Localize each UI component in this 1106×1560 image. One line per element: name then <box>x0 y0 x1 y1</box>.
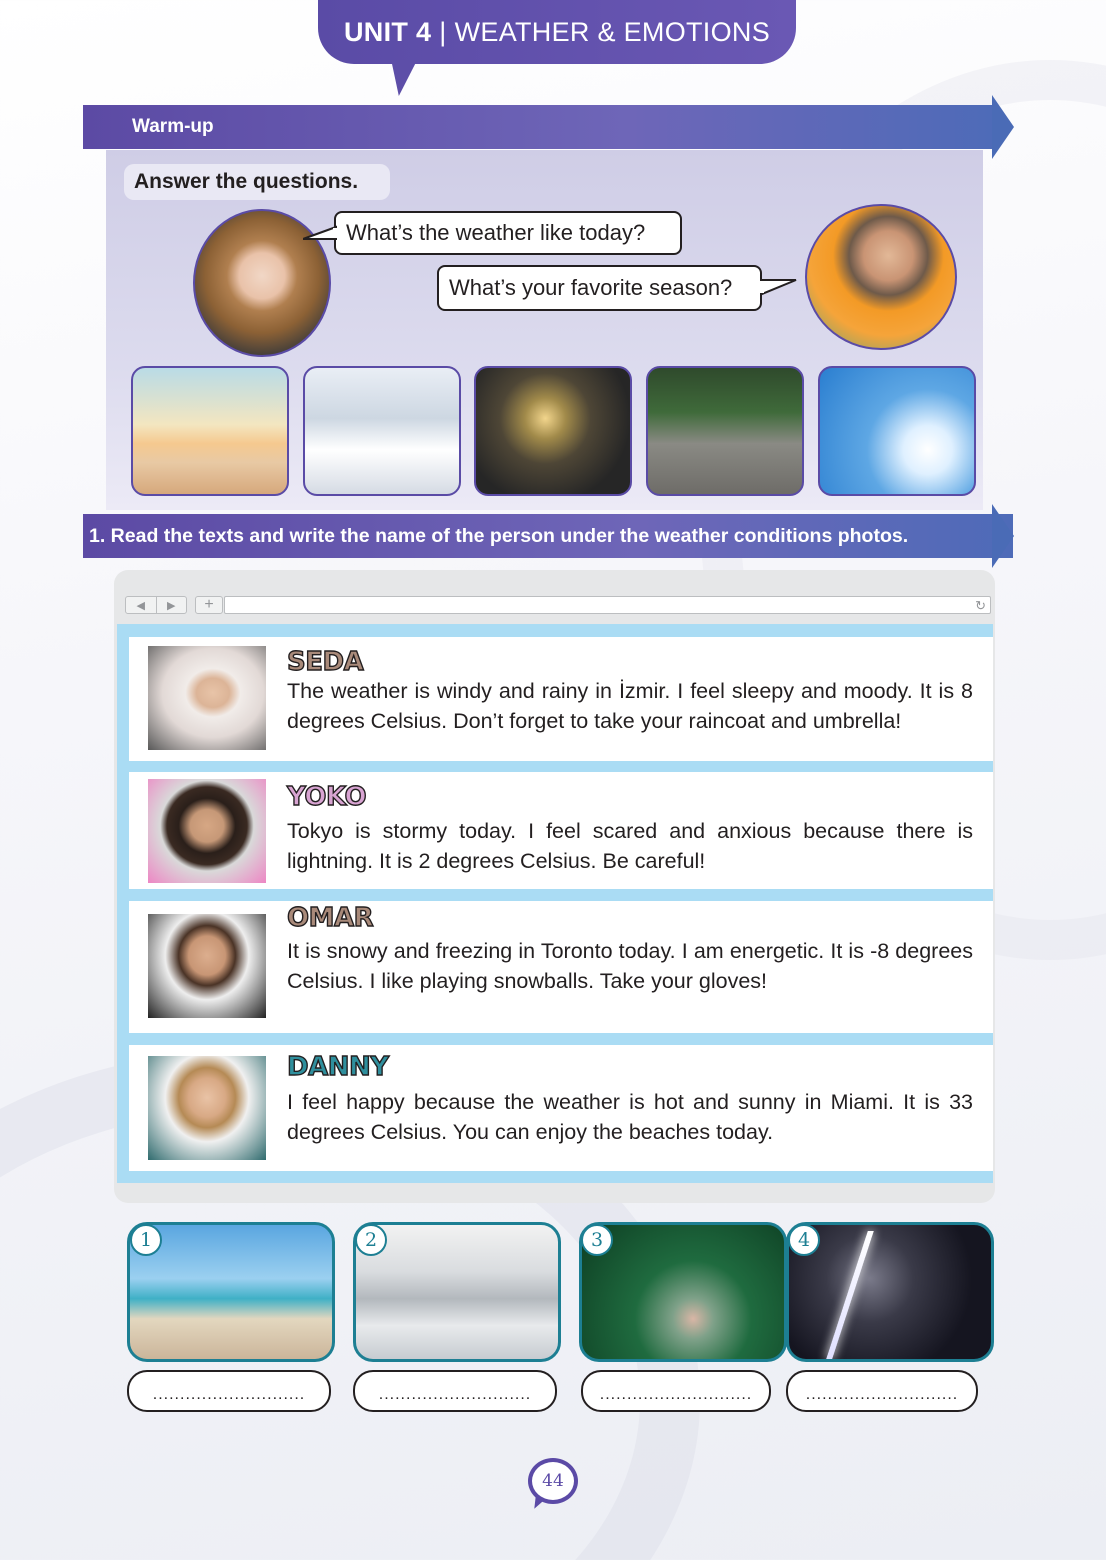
bubble-text: What’s your favorite season? <box>449 275 733 300</box>
speech-bubble-weather-question <box>334 211 682 255</box>
person-text: Tokyo is stormy today. I feel scared and anxious because there is lightning. It is 2 degrees Celsius. Be careful! <box>287 819 973 873</box>
answer-field-2[interactable]: ............................ <box>353 1370 557 1412</box>
answer-field-3[interactable]: ............................ <box>581 1370 771 1412</box>
person-name: SEDA <box>287 647 364 677</box>
unit-title: WEATHER & EMOTIONS <box>454 16 771 47</box>
danny-photo <box>148 1056 266 1160</box>
answer-field-1[interactable]: ............................ <box>127 1370 331 1412</box>
answer-field-4[interactable]: ............................ <box>786 1370 978 1412</box>
exercise-banner <box>83 514 1013 558</box>
tornado-photo <box>474 366 632 496</box>
forward-arrow-icon: ▶ <box>156 597 187 613</box>
photo-number-badge: 3 <box>581 1224 613 1256</box>
speech-tail-icon <box>385 60 417 96</box>
bubble-pointer-icon <box>303 225 337 245</box>
seda-photo <box>148 646 266 750</box>
photo-number-badge: 2 <box>355 1224 387 1256</box>
warmup-banner <box>83 105 993 149</box>
person-text: It is snowy and freezing in Toronto today. I am energetic. It is -8 degrees Celsius. I like playing snowballs. Take your gloves! <box>287 939 973 993</box>
bubble-text: What’s the weather like today? <box>346 220 646 245</box>
man-avatar <box>805 204 957 350</box>
page-number-text: 44 <box>542 1471 564 1491</box>
refresh-icon: ↻ <box>975 598 986 613</box>
speech-bubble-season-question <box>437 265 762 311</box>
arrow-right-icon <box>992 504 1014 568</box>
photo-number-badge: 4 <box>788 1224 820 1256</box>
exercise-instruction: 1. Read the texts and write the name of the person under the weather conditions photos. <box>89 524 909 547</box>
person-text: The weather is windy and rainy in İzmir. I feel sleepy and moody. It is 8 degrees Celsius. Don’t forget to take your raincoat and umbrella! <box>287 679 973 733</box>
warmup-instruction: Answer the questions. <box>124 164 390 200</box>
unit-separator: | <box>439 16 447 47</box>
lightning-bolt-icon <box>826 1231 874 1359</box>
rainy-ground-photo <box>646 366 804 496</box>
snowy-road-photo <box>303 366 461 496</box>
sunny-sky-photo <box>818 366 976 496</box>
beach-photo <box>131 366 289 496</box>
back-arrow-icon: ◀ <box>136 599 145 612</box>
browser-nav-buttons <box>125 596 187 614</box>
unit-header <box>318 0 796 64</box>
person-name: OMAR <box>287 903 374 933</box>
person-name: DANNY <box>287 1052 389 1082</box>
unit-label: UNIT 4 <box>343 16 432 47</box>
arrow-right-icon <box>992 95 1014 159</box>
photo-number-badge: 1 <box>130 1224 162 1256</box>
warmup-banner-label: Warm-up <box>132 116 214 137</box>
yoko-photo <box>148 779 266 883</box>
page-number <box>528 1458 578 1504</box>
url-bar <box>224 596 991 614</box>
plus-icon: + <box>195 596 223 614</box>
bubble-pointer-icon <box>760 278 798 298</box>
person-text: I feel happy because the weather is hot and sunny in Miami. It is 33 degrees Celsius. You can enjoy the beaches today. <box>287 1090 973 1144</box>
omar-photo <box>148 914 266 1018</box>
person-name: YOKO <box>287 782 367 812</box>
